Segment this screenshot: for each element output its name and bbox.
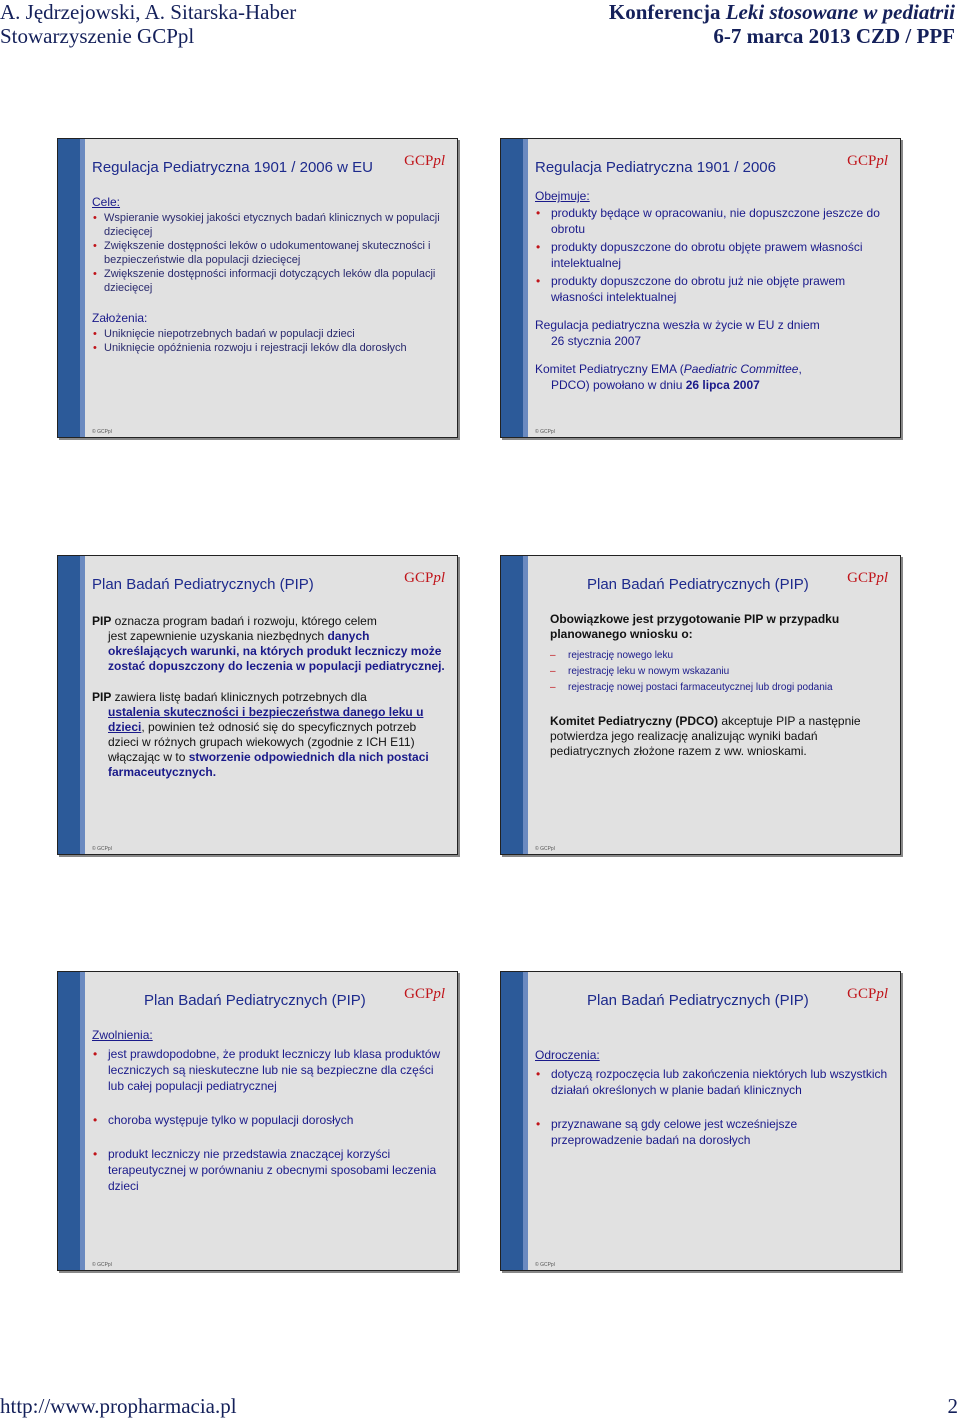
list-item: – rejestrację leku w nowym wskazaniu xyxy=(550,664,888,680)
gcppl-logo: GCPpl xyxy=(847,986,888,1002)
slide-6 xyxy=(500,971,901,1271)
slide-title: Regulacja Pediatryczna 1901 / 2006 w EU xyxy=(92,159,374,176)
paragraph-pdco-acceptance: Komitet Pediatryczny (PDCO) akceptuje PIP a następnie potwierdza jego realizację analizując wyniki badań pediatrycznych złożone razem z ww. wnioskami. xyxy=(550,714,861,758)
list-item: • choroba występuje tylko w populacji dorosłych xyxy=(92,1112,445,1128)
page-number: 2 xyxy=(947,1394,958,1418)
header-date: 6-7 marca 2013 CZD / PPF xyxy=(713,24,955,48)
application-types-list xyxy=(550,648,888,696)
page-url: http://www.propharmacia.pl xyxy=(0,1394,237,1418)
slide-4 xyxy=(500,555,901,855)
slide-3 xyxy=(57,555,458,855)
list-item: • Uniknięcie niepotrzebnych badań w populacji dzieci xyxy=(92,327,445,341)
section-heading-obejmuje: Obejmuje: xyxy=(535,189,590,203)
slide-title: Plan Badań Pediatrycznych (PIP) xyxy=(92,576,314,593)
slide-sidebar xyxy=(58,556,80,854)
slide-footer: © GCPpl xyxy=(92,1262,112,1268)
cele-list xyxy=(92,211,445,295)
gcppl-logo: GCPpl xyxy=(404,153,445,169)
slide-5 xyxy=(57,971,458,1271)
list-item: • Zwiększenie dostępności leków o udokumentowanej skuteczności i bezpieczeństwie dla populacji dziecięcej xyxy=(92,239,445,267)
section-heading-zwolnienia: Zwolnienia: xyxy=(92,1028,153,1042)
section-heading-odroczenia: Odroczenia: xyxy=(535,1048,600,1062)
list-item: • Wspieranie wysokiej jakości etycznych badań klinicznych w populacji dziecięcej xyxy=(92,211,445,239)
slide-sidebar-accent xyxy=(80,139,85,437)
paragraph-pip-obligation: Obowiązkowe jest przygotowanie PIP w przypadku planowanego wniosku o: xyxy=(550,612,840,641)
gcppl-logo: GCPpl xyxy=(404,570,445,586)
list-item: • Uniknięcie opóźnienia rozwoju i rejestracji leków dla dorosłych xyxy=(92,341,445,355)
paragraph-regulation-date: Regulacja pediatryczna weszła w życie w EU z dniem 26 stycznia 2007 xyxy=(535,318,820,348)
slide-sidebar-accent xyxy=(80,972,85,1270)
slide-title: Regulacja Pediatryczna 1901 / 2006 xyxy=(535,159,776,176)
slide-sidebar-accent xyxy=(80,556,85,854)
list-item: • Zwiększenie dostępności informacji dotyczących leków dla populacji dziecięcej xyxy=(92,267,445,295)
slide-title: Plan Badań Pediatrycznych (PIP) xyxy=(144,992,366,1009)
slide-2 xyxy=(500,138,901,438)
paragraph-pip-contents: PIP zawiera listę badań klinicznych potrzebnych dla ustalenia skuteczności i bezpieczeństwa danego leku u dzieci, powinien też odnosić się do specyficznych potrzeb dzieci w różnych grupach wiekowych (zgodnie z ICH E11) włączając w to stworzenie odpowiednich dla nich postaci farmaceutycznych. xyxy=(92,690,429,779)
slide-sidebar-accent xyxy=(523,139,528,437)
list-item: • produkt leczniczy nie przedstawia znaczącej korzyści terapeutycznej w porównaniu z obecnymi sposobami leczenia dzieci xyxy=(92,1146,445,1194)
slide-sidebar xyxy=(501,139,523,437)
list-item: • produkty dopuszczone do obrotu już nie objęte prawem własności intelektualnej xyxy=(535,273,888,305)
header-organization: Stowarzyszenie GCPpl xyxy=(0,24,195,48)
list-item: – rejestrację nowej postaci farmaceutycznej lub drogi podania xyxy=(550,680,888,696)
odroczenia-list xyxy=(535,1066,888,1148)
gcppl-logo: GCPpl xyxy=(404,986,445,1002)
slide-1 xyxy=(57,138,458,438)
slide-title: Plan Badań Pediatrycznych (PIP) xyxy=(587,992,809,1009)
gcppl-logo: GCPpl xyxy=(847,570,888,586)
slide-sidebar-accent xyxy=(523,972,528,1270)
slide-footer: © GCPpl xyxy=(535,1262,555,1268)
paragraph-pip-definition: PIP oznacza program badań i rozwoju, którego celem jest zapewnienie uzyskania niezbędnych danych określających warunki, na których produkt leczniczy może zostać dopuszczony do leczenia w populacji pediatrycznej. xyxy=(92,614,445,673)
header-conference: Konferencja Leki stosowane w pediatrii xyxy=(608,0,955,24)
slide-sidebar xyxy=(58,972,80,1270)
section-heading-cele: Cele: xyxy=(92,195,121,209)
slide-footer: © GCPpl xyxy=(92,429,112,435)
paragraph-pdco: Komitet Pediatryczny EMA (Paediatric Committee, PDCO) powołano w dniu 26 lipca 2007 xyxy=(535,362,802,392)
list-item: • przyznawane są gdy celowe jest wcześniejsze przeprowadzenie badań na dorosłych xyxy=(535,1116,888,1148)
obejmuje-list xyxy=(535,205,888,305)
slide-sidebar xyxy=(58,139,80,437)
section-heading-zalozenia: Założenia: xyxy=(92,311,148,325)
list-item: • produkty będące w opracowaniu, nie dopuszczone jeszcze do obrotu xyxy=(535,205,888,237)
slide-footer: © GCPpl xyxy=(535,429,555,435)
list-item: • jest prawdopodobne, że produkt leczniczy lub klasa produktów leczniczych są nieskuteczne lub nie są bezpieczne dla części lub całej populacji pediatrycznej xyxy=(92,1046,445,1094)
header-authors: A. Jędrzejowski, A. Sitarska-Haber xyxy=(0,0,297,24)
slide-footer: © GCPpl xyxy=(535,846,555,852)
zwolnienia-list xyxy=(92,1046,445,1194)
slide-sidebar-accent xyxy=(523,556,528,854)
list-item: • produkty dopuszczone do obrotu objęte prawem własności intelektualnej xyxy=(535,239,888,271)
list-item: – rejestrację nowego leku xyxy=(550,648,888,664)
slide-sidebar xyxy=(501,972,523,1270)
slide-footer: © GCPpl xyxy=(92,846,112,852)
slide-title: Plan Badań Pediatrycznych (PIP) xyxy=(587,576,809,593)
slide-sidebar xyxy=(501,556,523,854)
gcppl-logo: GCPpl xyxy=(847,153,888,169)
zalozenia-list xyxy=(92,327,445,355)
list-item: • dotyczą rozpoczęcia lub zakończenia niektórych lub wszystkich działań określonych w planie badań klinicznych xyxy=(535,1066,888,1098)
